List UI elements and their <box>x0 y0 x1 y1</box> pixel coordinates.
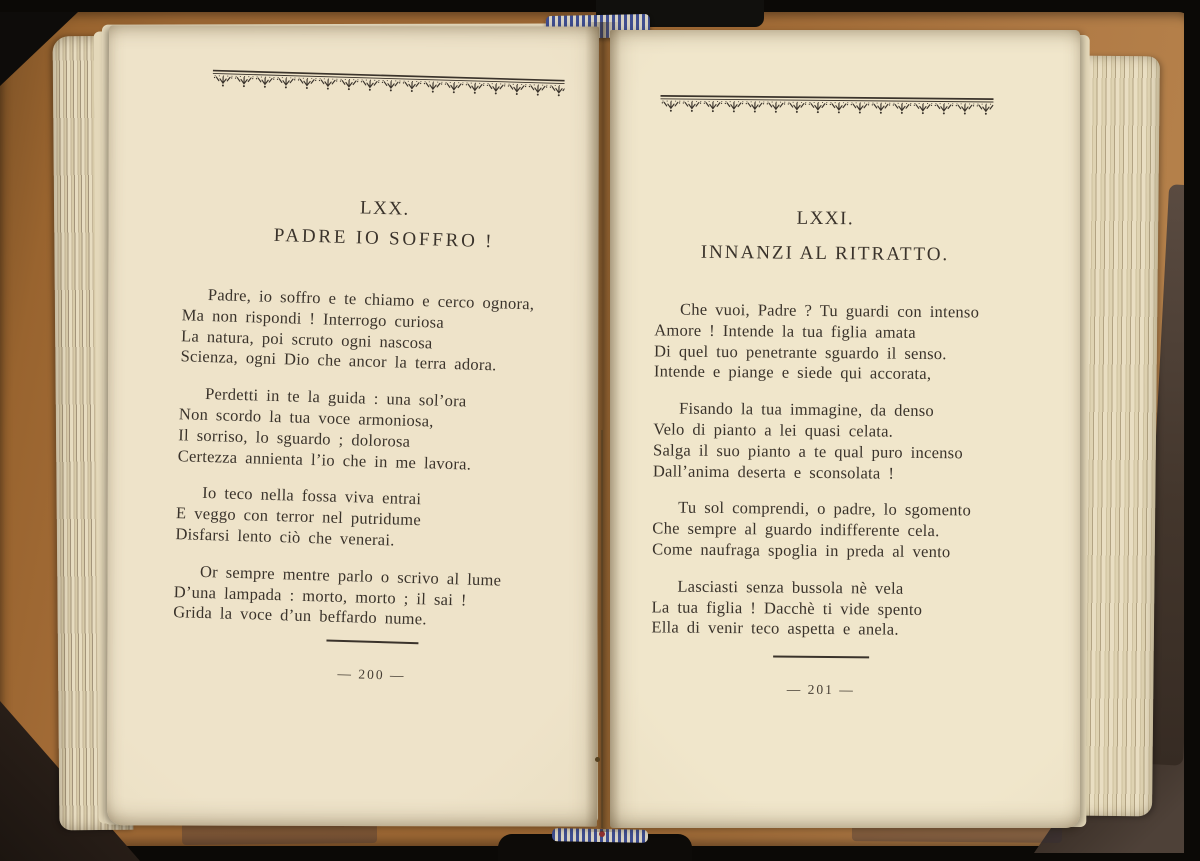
binding-thread <box>601 430 603 828</box>
stanza <box>653 399 994 485</box>
verse-line: Grida la voce d’un beffardo nume. <box>172 602 428 629</box>
verse-line: Che sempre al guardo indifferente cela. <box>652 518 940 541</box>
verse-line: Di quel tuo penetrante sguardo il senso. <box>653 340 947 363</box>
right-page <box>610 30 1080 828</box>
page-number: — 200 — <box>337 666 406 684</box>
verse-line: Il sorriso, lo sguardo ; dolorosa <box>178 424 411 451</box>
stanza <box>654 299 995 385</box>
verse-line: Lasciasti senza bussola nè vela <box>677 576 904 598</box>
verse-line: Ella di venir teco aspetta e anela. <box>651 617 899 640</box>
verse-line: Che vuoi, Padre ? Tu guardi con intenso <box>679 299 980 322</box>
verse-line: Padre, io soffro e te chiamo e cerco ognora, <box>207 285 535 314</box>
verse-line: Tu sol comprendi, o padre, lo sgomento <box>678 497 972 520</box>
stanza <box>177 383 579 478</box>
stanza <box>651 576 992 642</box>
endband-red-stitch <box>599 831 605 837</box>
verse-line: Scienza, ogni Dio che ancor la terra adora. <box>180 346 497 375</box>
fleuron-ornament-band-icon <box>660 94 993 117</box>
poem-title: PADRE IO SOFFRO ! <box>273 224 495 253</box>
page-number: — 201 — <box>786 681 855 698</box>
fleuron-ornament-band-icon <box>212 69 564 99</box>
poem-stanzas <box>651 299 994 641</box>
binding-thread-knot <box>595 757 600 762</box>
poem-title: INNANZI AL RITRATTO. <box>700 241 950 266</box>
verse-line: Intende e piange e siede qui accorata, <box>653 361 932 384</box>
verse-line: Non scordo la tua voce armoniosa, <box>178 404 434 431</box>
left-page <box>107 25 599 826</box>
end-of-poem-rule <box>326 640 418 645</box>
stanza <box>173 561 575 635</box>
end-of-poem-rule <box>773 656 869 659</box>
verse-line: Amore ! Intende la tua figlia amata <box>654 320 916 342</box>
background-edge-right <box>1184 0 1200 861</box>
stanza <box>652 498 993 564</box>
verse-line: Certezza annienta l’io che in me lavora. <box>177 445 472 474</box>
chapter-number: LXX. <box>359 197 411 220</box>
verse-line: Velo di pianto a lei quasi celata. <box>653 419 894 441</box>
verse-line: Io teco nella fossa viva entrai <box>201 483 422 509</box>
verse-line: Ma non rispondi ! Interrogo curiosa <box>181 305 445 332</box>
verse-line: E veggo con terror nel putridume <box>175 503 422 530</box>
stanza <box>180 284 582 379</box>
verse-line: Salga il suo pianto a te qual puro incenso <box>653 440 963 463</box>
verse-line: Dall’anima deserta e sconsolata ! <box>652 460 895 483</box>
poem-stanzas <box>173 284 583 635</box>
verse-line: Or sempre mentre parlo o scrivo al lume <box>199 561 502 590</box>
right-page-content <box>651 28 997 699</box>
verse-line: La tua figlia ! Dacchè ti vide spento <box>651 596 923 619</box>
verse-line: Fisando la tua immagine, da denso <box>678 398 935 421</box>
verse-line: D’una lampada : morto, morto ; il sai ! <box>173 581 467 610</box>
verse-line: Perdetti in te la guida : una sol’ora <box>204 384 467 411</box>
verse-line: Come naufraga spoglia in preda al vento <box>652 539 951 562</box>
chapter-number: LXXI. <box>796 207 855 230</box>
verse-line: Disfarsi lento ciò che venerai. <box>175 524 395 550</box>
verse-line: La natura, poi scruto ogni nascosa <box>180 325 433 353</box>
stanza <box>175 483 577 557</box>
left-page-content <box>171 20 590 688</box>
